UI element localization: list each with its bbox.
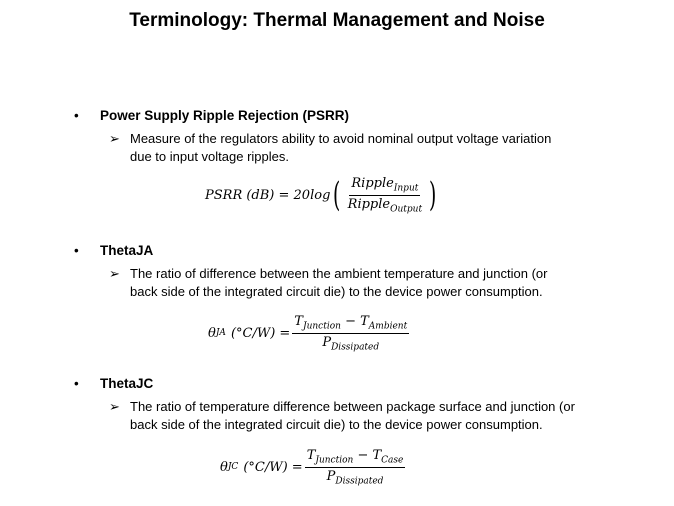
bullet-thetaja [74, 243, 153, 258]
slide-title: Terminology: Thermal Management and Noise [129, 10, 545, 31]
psrr-line-2: due to input voltage ripples. [130, 149, 289, 164]
bullet-psrr [74, 108, 349, 123]
thetaja-line-1: The ratio of difference between the ambient temperature and junction (or [130, 266, 548, 281]
psrr-line-1: Measure of the regulators ability to avoid nominal output voltage variation [130, 131, 552, 146]
thetajc-fraction: $\frac{T_{Junction} - T_{Case}}{P_{Dissipated}}$ [306, 448, 404, 487]
thetajc-line-1: The ratio of temperature difference between package surface and junction (or [130, 399, 575, 414]
heading-thetajc: ThetaJC [100, 376, 154, 391]
arrow-bullet-icon: ➢ [109, 399, 120, 414]
bullet-icon: • [74, 108, 79, 123]
sub-bullet-thetajc [109, 398, 602, 434]
thetajc-line-2: back side of the integrated circuit die) to the device power consumption. [130, 417, 543, 432]
bullet-thetajc [74, 376, 153, 391]
heading-thetaja: ThetaJA [100, 243, 154, 258]
psrr-formula-lhs: PSRR (dB) = 20log [205, 187, 331, 203]
thetajc-formula: θ JC (°C/W) = $\frac{T_{Junction} - T_{Case}}{P_{Dissipated}}$ [220, 448, 404, 487]
sub-bullet-thetaja [109, 265, 602, 301]
arrow-bullet-icon: ➢ [109, 131, 120, 146]
psrr-formula: PSRR (dB) = 20log ( $\frac{Ripple_{Input}}{Ripple_{Output}}$ ) [205, 175, 437, 216]
thetaja-fraction: $\frac{T_{Junction} - T_{Ambient}}{P_{Dissipated}}$ [294, 314, 408, 353]
bullet-icon: • [74, 243, 79, 258]
heading-psrr: Power Supply Ripple Rejection (PSRR) [100, 108, 350, 123]
thetaja-line-2: back side of the integrated circuit die) to the device power consumption. [130, 284, 543, 299]
thetaja-formula: θ JA (°C/W) = $\frac{T_{Junction} - T_{Ambient}}{P_{Dissipated}}$ [208, 314, 408, 353]
psrr-fraction: $\frac{Ripple_{Input}}{Ripple_{Output}}$ [347, 176, 423, 215]
bullet-icon: • [74, 376, 79, 391]
sub-bullet-psrr [109, 130, 602, 166]
arrow-bullet-icon: ➢ [109, 266, 120, 281]
